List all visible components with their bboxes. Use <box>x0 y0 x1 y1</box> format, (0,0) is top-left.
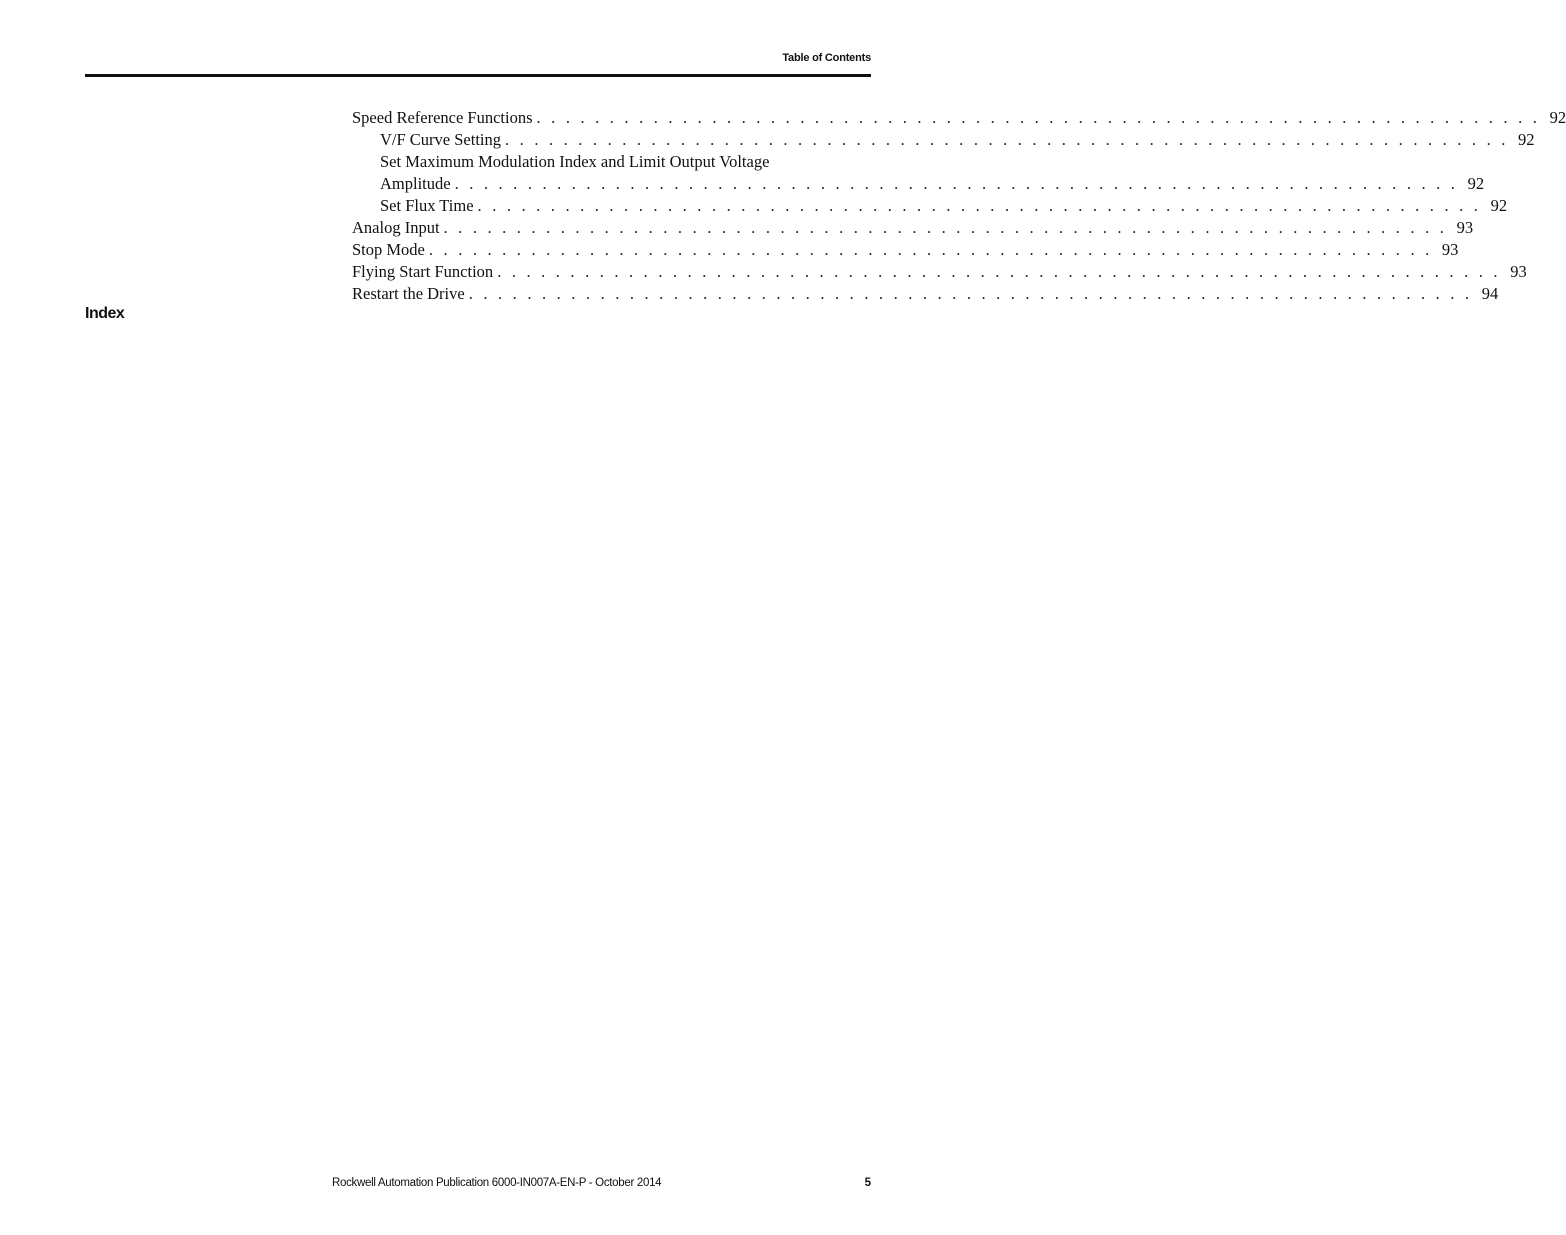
toc-entry-vf-curve-setting[interactable] <box>352 129 1535 151</box>
toc-entry-page: 92 <box>1549 108 1566 127</box>
toc-entry-title: V/F Curve Setting <box>380 130 502 149</box>
toc-entry-restart-the-drive[interactable] <box>352 283 1499 305</box>
running-header-title: Table of Contents <box>782 52 871 64</box>
toc-entry-flying-start-function[interactable] <box>352 261 1527 283</box>
toc-leader: . . . . . . . . . . . . . . . . . . . . . . . . . . . . . . . . . . . . . . . . . . . . . . . . . . . . . . . . . . . . . . . . . . . . . <box>468 284 1473 303</box>
toc-entry-title: Set Maximum Modulation Index and Limit Output Voltage <box>380 152 770 171</box>
toc-entry-speed-reference-functions[interactable] <box>352 107 1566 129</box>
index-heading[interactable]: Index <box>85 305 125 322</box>
toc-entry-title: Speed Reference Functions <box>352 108 533 127</box>
toc-entry-page: 92 <box>1518 130 1535 149</box>
toc-entry-title: Stop Mode <box>352 240 425 259</box>
toc-entry-page: 93 <box>1441 240 1459 259</box>
footer-publication: Rockwell Automation Publication 6000-IN007A-EN-P - October 2014 <box>332 1177 662 1189</box>
toc-entry-title: Amplitude <box>380 174 451 193</box>
toc-leader: . . . . . . . . . . . . . . . . . . . . . . . . . . . . . . . . . . . . . . . . . . . . . . . . . . . . . . . . . . . . . . . . . . . . . <box>477 196 1482 215</box>
toc-entry-set-flux-time[interactable] <box>352 195 1508 217</box>
toc-entry-page: 93 <box>1510 262 1527 281</box>
toc-entry-page: 94 <box>1481 284 1499 303</box>
toc-leader: . . . . . . . . . . . . . . . . . . . . . . . . . . . . . . . . . . . . . . . . . . . . . . . . . . . . . . . . . . . . . . . . . . . . . <box>505 130 1509 149</box>
toc-entry-page: 92 <box>1467 174 1485 193</box>
toc-leader: . . . . . . . . . . . . . . . . . . . . . . . . . . . . . . . . . . . . . . . . . . . . . . . . . . . . . . . . . . . . . . . . . . . . . <box>536 108 1541 127</box>
toc-leader: . . . . . . . . . . . . . . . . . . . . . . . . . . . . . . . . . . . . . . . . . . . . . . . . . . . . . . . . . . . . . . . . . . . . . <box>497 262 1501 281</box>
header-rule <box>85 74 871 77</box>
toc-entry-stop-mode[interactable] <box>352 239 1459 261</box>
toc-entry-set-maximum-modulation-line1[interactable] <box>352 151 871 173</box>
footer-page-number: 5 <box>864 1177 871 1189</box>
toc-entry-page: 92 <box>1490 196 1508 215</box>
toc-entry-title: Restart the Drive <box>352 284 465 303</box>
toc-leader: . . . . . . . . . . . . . . . . . . . . . . . . . . . . . . . . . . . . . . . . . . . . . . . . . . . . . . . . . . . . . . . . . . . . . <box>443 218 1448 237</box>
toc-entry-page: 93 <box>1456 218 1474 237</box>
toc-leader: . . . . . . . . . . . . . . . . . . . . . . . . . . . . . . . . . . . . . . . . . . . . . . . . . . . . . . . . . . . . . . . . . . . . . <box>454 174 1459 193</box>
toc-entry-set-maximum-modulation-line2[interactable] <box>352 173 1485 195</box>
toc-entry-analog-input[interactable] <box>352 217 1474 239</box>
toc-entry-title: Flying Start Function <box>352 262 494 281</box>
table-of-contents <box>352 107 1566 305</box>
toc-entry-title: Set Flux Time <box>380 196 474 215</box>
toc-leader: . . . . . . . . . . . . . . . . . . . . . . . . . . . . . . . . . . . . . . . . . . . . . . . . . . . . . . . . . . . . . . . . . . . . . <box>428 240 1433 259</box>
toc-entry-title: Analog Input <box>352 218 440 237</box>
